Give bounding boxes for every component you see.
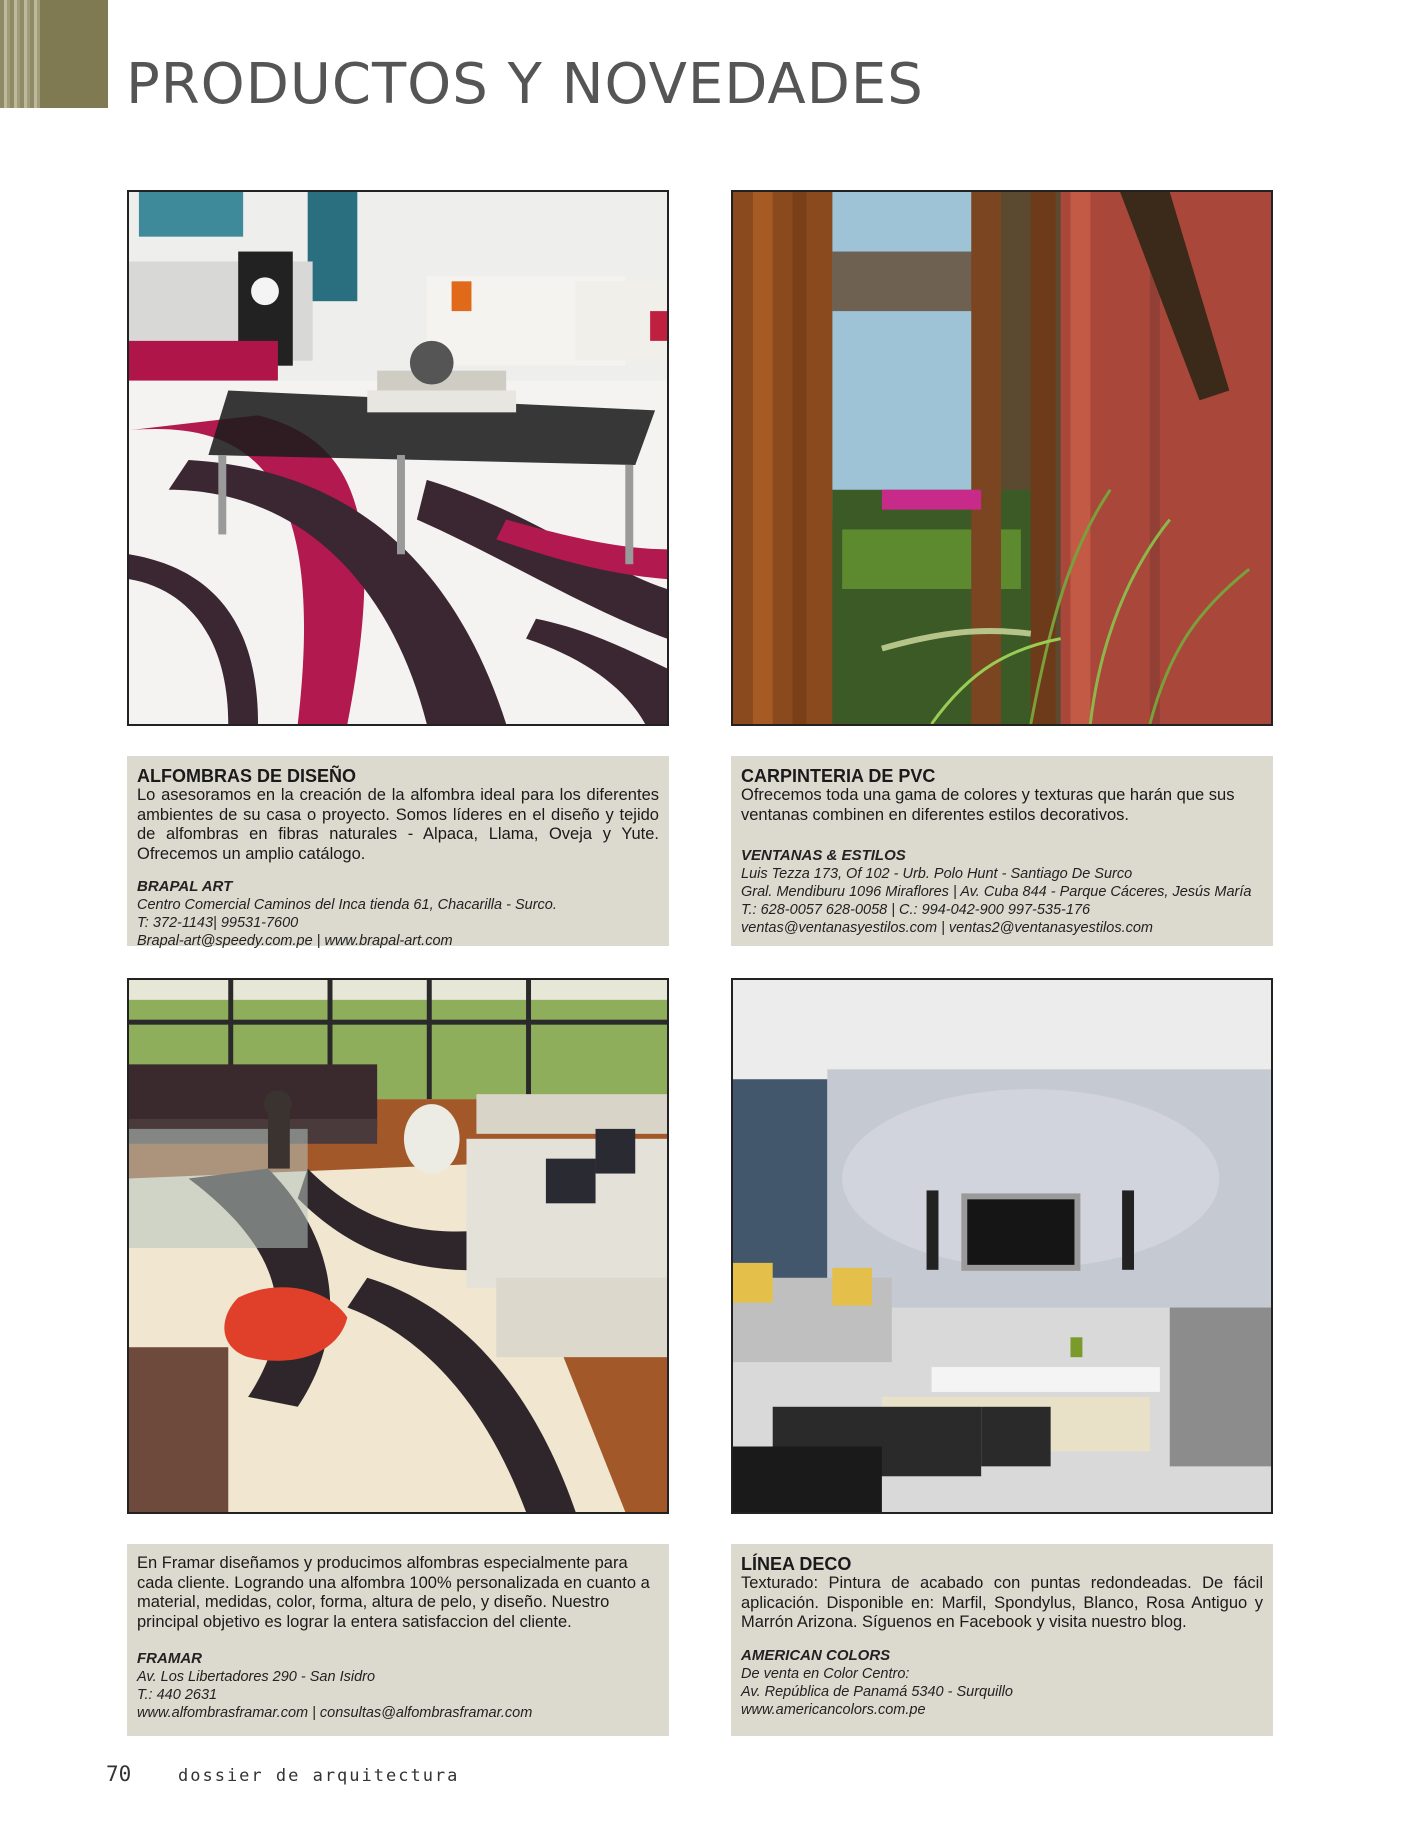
company-contact: Brapal-art@speedy.com.pe | www.brapal-art.com — [137, 933, 453, 949]
company-address-2: Gral. Mendiburu 1096 Miraflores | Av. Cuba 844 - Parque Cáceres, Jesús María — [741, 884, 1252, 900]
company-phone: T.: 440 2631 — [137, 1687, 218, 1703]
company-contact: ventas@ventanasyestilos.com | ventas2@ventanasyestilos.com — [741, 920, 1154, 936]
photo-linea-deco — [731, 978, 1273, 1514]
product-description: En Framar diseñamos y producimos alfombras especialmente para cada cliente. Logrando una alfombra 100% personalizada en cuanto a material, medidas, color, forma, altura de pelo, y diseño. Nuestro principal objetivo es lograr la entera satisfaccion del cliente. — [137, 1554, 650, 1631]
company-name: FRAMAR — [137, 1650, 202, 1667]
company-phone: T: 372-1143| 99531-7600 — [137, 915, 299, 931]
magazine-name: dossier de arquitectura — [178, 1766, 460, 1786]
company-name: AMERICAN COLORS — [741, 1646, 891, 1664]
product-card-framar — [127, 1544, 669, 1736]
photo-alfombras-diseno — [127, 190, 669, 726]
product-card-alfombras-diseno — [127, 756, 669, 949]
company-address: De venta en Color Centro: — [741, 1665, 910, 1682]
company-contact: www.americancolors.com.pe — [741, 1701, 926, 1718]
company-name: VENTANAS & ESTILOS — [741, 847, 906, 864]
product-title: ALFOMBRAS DE DISEÑO — [137, 766, 357, 786]
header-color-block — [40, 0, 108, 108]
company-address: Luis Tezza 173, Of 102 - Urb. Polo Hunt - Santiago De Surco — [741, 866, 1133, 882]
header-stripes — [0, 0, 40, 108]
company-address: Centro Comercial Caminos del Inca tienda 61, Chacarilla - Surco. — [137, 897, 557, 913]
header-decoration — [0, 0, 108, 108]
page-title: PRODUCTOS Y NOVEDADES — [126, 52, 924, 117]
product-card-carpinteria-pvc — [731, 756, 1273, 946]
product-title: LÍNEA DECO — [741, 1554, 852, 1574]
photo-framar — [127, 978, 669, 1514]
company-address-2: Av. República de Panamá 5340 - Surquillo — [741, 1683, 1013, 1700]
company-phone: T.: 628-0057 628-0058 | C.: 994-042-900 997-535-176 — [741, 902, 1091, 918]
product-description: Lo asesoramos en la creación de la alfombra ideal para los diferentes ambientes de su casa o proyecto. Somos líderes en el diseño y tejido de alfombras en fibras naturales - Alpaca, Llama, Oveja y Yute. Ofrecemos un amplio catálogo. — [137, 786, 659, 863]
product-title: CARPINTERIA DE PVC — [741, 766, 936, 786]
company-address: Av. Los Libertadores 290 - San Isidro — [137, 1669, 376, 1685]
product-card-linea-deco — [731, 1544, 1273, 1736]
page-number: 70 — [106, 1762, 132, 1786]
product-description: Ofrecemos toda una gama de colores y texturas que harán que sus ventanas combinen en diferentes estilos decorativos. — [741, 786, 1235, 824]
company-contact: www.alfombrasframar.com | consultas@alfombrasframar.com — [137, 1705, 533, 1721]
photo-carpinteria-pvc — [731, 190, 1273, 726]
product-description: Texturado: Pintura de acabado con puntas redondeadas. De fácil aplicación. Disponible en: Marfil, Spondylus, Blanco, Rosa Antiguo y Marrón Arizona. Síguenos en Facebook y visita nuestro blog. — [741, 1574, 1263, 1631]
company-name: BRAPAL ART — [137, 878, 233, 895]
